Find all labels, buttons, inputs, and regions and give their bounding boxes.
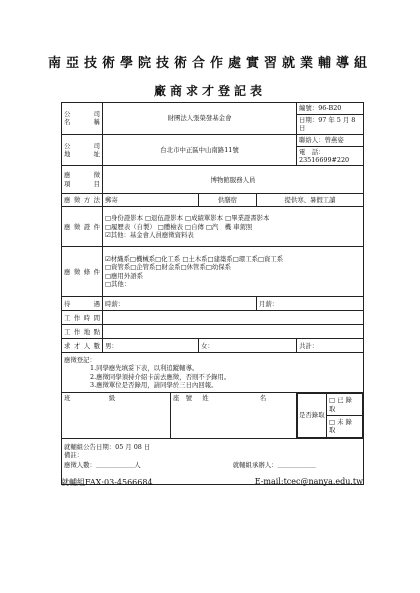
applicants-count: 應徵人數：＿＿＿＿＿＿人	[64, 461, 141, 470]
work-time-label: 工作時間	[62, 311, 103, 325]
conditions-row-1: ☑材織系□機械系□化工系 □土木系□建築系□環工系□資工系	[105, 255, 284, 264]
conditions-row-4: □其他：	[105, 280, 131, 289]
lodging-value: 提供寒、暑假工讀	[257, 194, 364, 207]
contact-phone: 電 話：23516699#220	[297, 146, 364, 166]
pay-label: 待 遇	[62, 297, 103, 311]
documents-row-3: ☑其他：基金會人員應徵資料表	[105, 230, 194, 239]
student-class-label: 班 級	[62, 393, 171, 438]
headcount-female: 女：	[199, 339, 297, 353]
method-value: 郵寄	[103, 194, 199, 207]
documents-label: 應徵證件	[62, 207, 103, 247]
student-seat-label: 座 號	[173, 394, 193, 403]
registration-form	[61, 102, 364, 485]
pay-hourly: 時薪：	[103, 297, 257, 311]
register-item-3: 3.應徵單位是否錄用，請同學於三日內回報。	[90, 381, 218, 390]
contact-person: 聯絡人：曾燕姿	[297, 134, 364, 146]
lodging-label: 供膳宿	[199, 194, 257, 207]
company-address-value: 台北市中正區中山南路11號	[103, 134, 297, 166]
conditions-options	[103, 247, 364, 297]
documents-options	[103, 207, 364, 247]
document-title: 南亞技術學院技術合作處實習就業輔導組	[47, 56, 372, 71]
hired-yes-option: □ 已 錄 取	[327, 394, 363, 416]
form-id: 編號：96-B20	[297, 103, 364, 115]
register-label: 應徵登記：	[64, 356, 96, 365]
conditions-row-2: □資管系□企管系□財金系□休管系□幼保系	[105, 263, 232, 272]
conditions-row-3: □應用外語系	[105, 271, 143, 280]
conditions-label: 應徵條件	[62, 247, 103, 297]
hired-label: 是否錄取	[298, 394, 327, 437]
job-value: 博物館服務人員	[103, 166, 364, 194]
register-instructions	[62, 353, 364, 393]
documents-row-2: □履歷表（自製） □體檢表 □自傳 □汽 機 車駕照	[105, 222, 253, 231]
pay-monthly: 月薪：	[257, 297, 364, 311]
document-subtitle: 廠商求才登記表	[153, 84, 266, 98]
form-date: 日期：97 年 5 月 8 日	[297, 115, 364, 135]
announce-date: 就輔組公告日期：05 月 08 日	[64, 442, 151, 451]
student-name-label: 姓 名	[202, 394, 267, 403]
work-place-value	[103, 325, 364, 339]
company-address-label: 公 司 地 址	[62, 134, 103, 166]
register-item-2: 2.應徵同學須持介紹卡前去應徵，否則不予錄用。	[90, 372, 231, 381]
note: 備註：	[64, 450, 84, 459]
handler: 就輔組承辦人：＿＿＿＿＿＿	[232, 461, 316, 470]
method-label: 應徵方法	[62, 194, 103, 207]
job-label: 應 徵 項 目	[62, 166, 103, 194]
headcount-label: 求才人數	[62, 339, 103, 353]
hired-no-option: □ 未 錄 取	[327, 415, 363, 437]
work-time-value	[103, 311, 364, 325]
student-hired	[297, 393, 364, 438]
headcount-total: 共計：	[297, 339, 364, 353]
student-seat-name	[171, 393, 297, 438]
company-name-label: 公 司 名 稱	[62, 103, 103, 135]
headcount-male: 男：	[103, 339, 199, 353]
company-name-value: 財團法人張榮發基金會	[103, 103, 297, 135]
fax-number: 就輔組FAX:03-4566684	[61, 478, 153, 487]
documents-row-1: □身份證影本 □退伍證影本 □成績單影本 □畢業證書影本	[105, 214, 270, 223]
register-item-1: 1.同學應先填妥下表，以利追蹤輔導。	[90, 364, 199, 373]
work-place-label: 工作地點	[62, 325, 103, 339]
email-address: E-mail:tcec@nanya.edu.tw	[254, 477, 363, 486]
